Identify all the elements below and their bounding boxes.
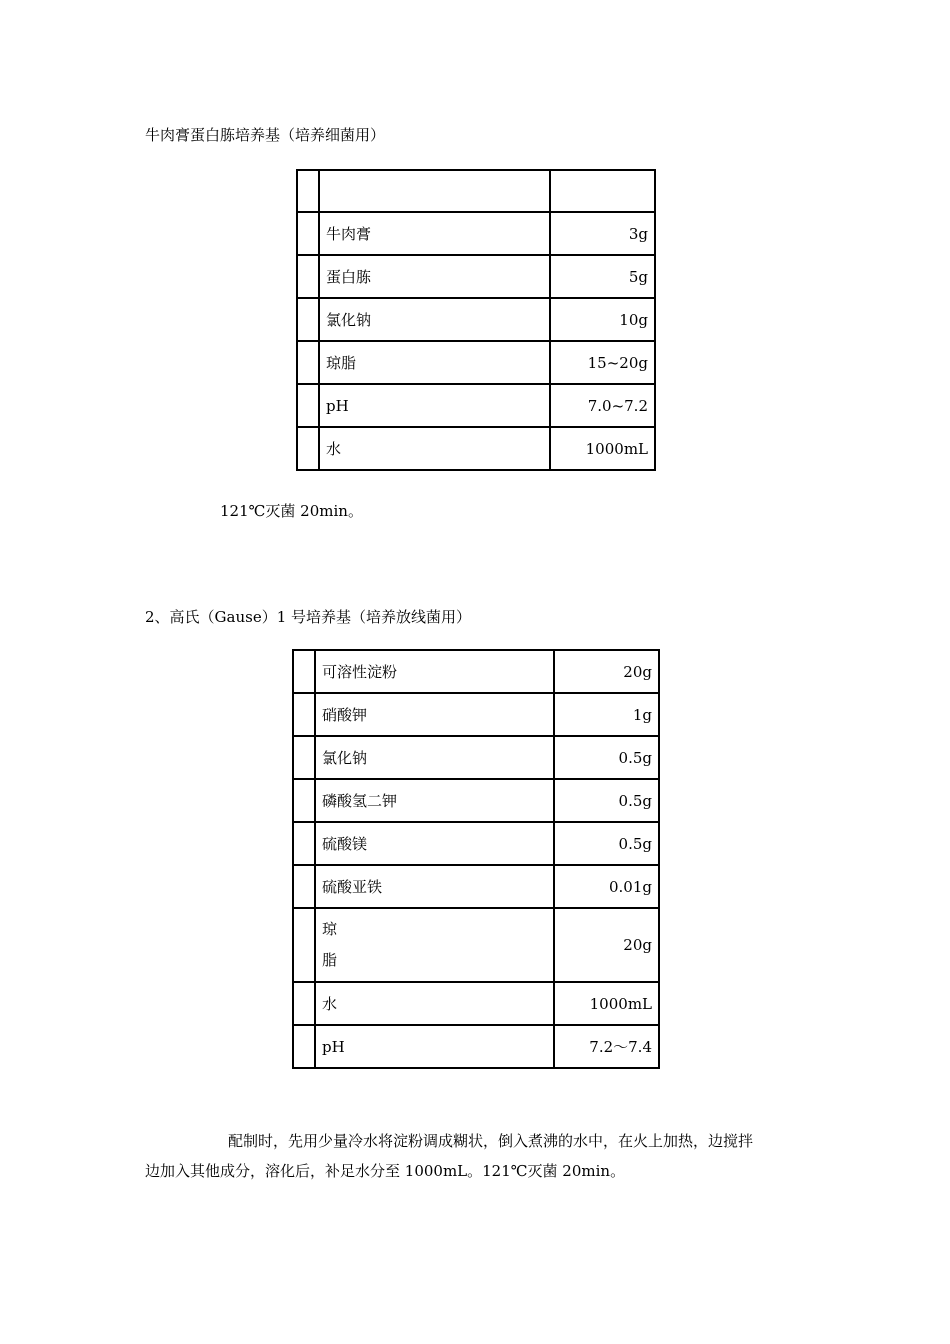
ingredient-name: pH	[319, 384, 550, 427]
row-gutter	[297, 212, 319, 255]
ingredient-amount: 5g	[550, 255, 655, 298]
ingredient-name: 氯化钠	[319, 298, 550, 341]
table-row	[297, 384, 655, 427]
ingredient-name: 氯化钠	[315, 736, 554, 779]
ingredient-name: 可溶性淀粉	[315, 650, 554, 693]
table-header-row	[297, 170, 655, 212]
table-row	[293, 779, 659, 822]
ingredient-amount: 3g	[550, 212, 655, 255]
table-row	[293, 982, 659, 1025]
table-row	[297, 255, 655, 298]
ingredient-amount: 15~20g	[550, 341, 655, 384]
ingredient-amount: 7.2～7.4	[554, 1025, 659, 1068]
ingredient-name: 硝酸钾	[315, 693, 554, 736]
paragraph-line: 配制时，先用少量冷水将淀粉调成糊状，倒入煮沸的水中，在火上加热，边搅拌	[228, 1132, 754, 1150]
table-row	[293, 693, 659, 736]
ingredient-name: 牛肉膏	[319, 212, 550, 255]
table-row	[297, 427, 655, 470]
paragraph-line: 边加入其他成分，溶化后，补足水分至 1000mL。121℃灭菌 20min。	[145, 1162, 626, 1180]
row-gutter	[293, 736, 315, 779]
amount-header	[550, 170, 655, 212]
row-gutter	[297, 427, 319, 470]
ingredient-name: 水	[319, 427, 550, 470]
section1-sterilization-note: 121℃灭菌 20min。	[220, 502, 363, 520]
ingredient-amount: 1000mL	[550, 427, 655, 470]
table-row	[293, 650, 659, 693]
ingredient-header	[319, 170, 550, 212]
ingredient-name: 琼脂	[319, 341, 550, 384]
table-row	[293, 1025, 659, 1068]
row-gutter	[293, 1025, 315, 1068]
row-gutter	[297, 384, 319, 427]
ingredient-name: 硫酸亚铁	[315, 865, 554, 908]
table-row	[293, 736, 659, 779]
table-row	[293, 908, 659, 982]
ingredient-amount: 0.01g	[554, 865, 659, 908]
row-gutter	[297, 298, 319, 341]
ingredient-name: 磷酸氢二钾	[315, 779, 554, 822]
row-gutter	[293, 779, 315, 822]
table-row	[297, 298, 655, 341]
ingredient-amount: 7.0~7.2	[550, 384, 655, 427]
preparation-paragraph	[145, 1126, 810, 1186]
ingredient-amount: 0.5g	[554, 736, 659, 779]
ingredient-amount: 20g	[554, 908, 659, 982]
gause-no1-table	[292, 649, 660, 1069]
row-gutter	[293, 982, 315, 1025]
ingredient-amount: 20g	[554, 650, 659, 693]
row-gutter	[293, 650, 315, 693]
ingredient-name-line: 脂	[322, 951, 338, 969]
table-row	[297, 341, 655, 384]
ingredient-name: 蛋白胨	[319, 255, 550, 298]
ingredient-amount: 0.5g	[554, 779, 659, 822]
row-gutter	[297, 170, 319, 212]
ingredient-amount: 1g	[554, 693, 659, 736]
ingredient-name: pH	[315, 1025, 554, 1068]
ingredient-amount: 10g	[550, 298, 655, 341]
ingredient-name	[315, 908, 554, 982]
row-gutter	[293, 693, 315, 736]
table-row	[293, 822, 659, 865]
row-gutter	[293, 822, 315, 865]
beef-extract-peptone-table	[296, 169, 656, 471]
ingredient-name: 水	[315, 982, 554, 1025]
ingredient-name-line: 琼	[322, 920, 338, 938]
row-gutter	[297, 341, 319, 384]
row-gutter	[297, 255, 319, 298]
table-row	[297, 212, 655, 255]
row-gutter	[293, 908, 315, 982]
ingredient-amount: 0.5g	[554, 822, 659, 865]
ingredient-amount: 1000mL	[554, 982, 659, 1025]
section2-title: 2、高氏（Gause）1 号培养基（培养放线菌用）	[145, 608, 472, 626]
section1-title: 牛肉膏蛋白胨培养基（培养细菌用）	[145, 126, 386, 144]
row-gutter	[293, 865, 315, 908]
ingredient-name: 硫酸镁	[315, 822, 554, 865]
table-row	[293, 865, 659, 908]
